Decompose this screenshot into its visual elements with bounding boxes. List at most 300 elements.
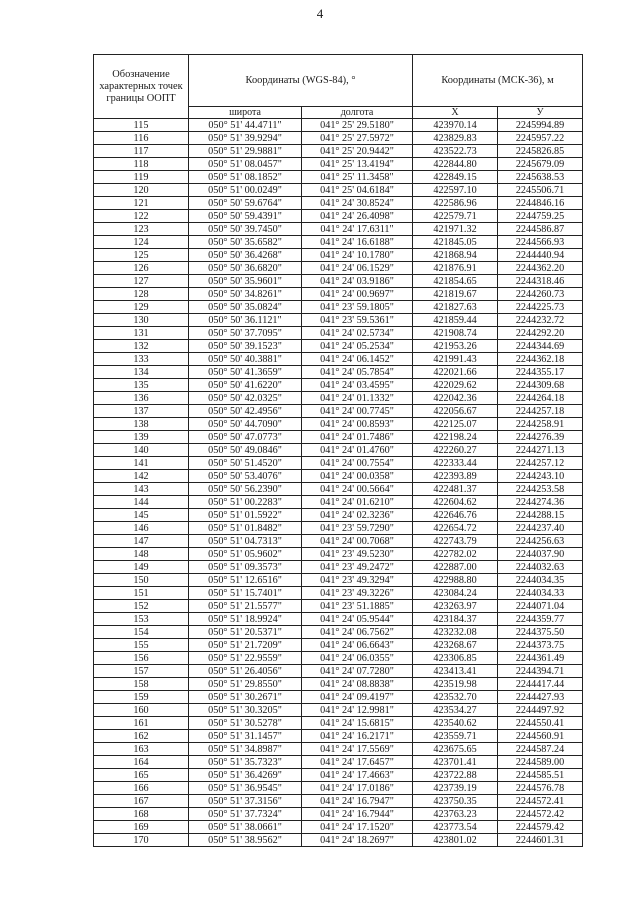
latitude-cell: 050° 50' 42.4956" — [189, 405, 302, 418]
point-number-cell: 150 — [94, 574, 189, 587]
header-y: У — [498, 107, 583, 119]
latitude-cell: 050° 51' 20.5371" — [189, 626, 302, 639]
y-coordinate-cell: 2244258.91 — [498, 418, 583, 431]
point-number-cell: 143 — [94, 483, 189, 496]
x-coordinate-cell: 422597.10 — [413, 184, 498, 197]
x-coordinate-cell: 423540.62 — [413, 717, 498, 730]
latitude-cell: 050° 51' 34.8987" — [189, 743, 302, 756]
y-coordinate-cell: 2244440.94 — [498, 249, 583, 262]
latitude-cell: 050° 51' 31.1457" — [189, 730, 302, 743]
point-number-cell: 147 — [94, 535, 189, 548]
y-coordinate-cell: 2244037.90 — [498, 548, 583, 561]
longitude-cell: 041° 25' 20.9442" — [302, 145, 413, 158]
table-row — [94, 626, 583, 639]
latitude-cell: 050° 51' 08.1852" — [189, 171, 302, 184]
longitude-cell: 041° 24' 12.9981" — [302, 704, 413, 717]
longitude-cell: 041° 24' 08.8838" — [302, 678, 413, 691]
point-number-cell: 130 — [94, 314, 189, 327]
x-coordinate-cell: 423675.65 — [413, 743, 498, 756]
y-coordinate-cell: 2244292.20 — [498, 327, 583, 340]
y-coordinate-cell: 2244361.49 — [498, 652, 583, 665]
x-coordinate-cell: 423532.70 — [413, 691, 498, 704]
latitude-cell: 050° 51' 00.2283" — [189, 496, 302, 509]
latitude-cell: 050° 51' 21.7209" — [189, 639, 302, 652]
y-coordinate-cell: 2245638.53 — [498, 171, 583, 184]
point-number-cell: 153 — [94, 613, 189, 626]
y-coordinate-cell: 2244585.51 — [498, 769, 583, 782]
x-coordinate-cell: 422333.44 — [413, 457, 498, 470]
latitude-cell: 050° 50' 37.7095" — [189, 327, 302, 340]
table-row — [94, 444, 583, 457]
longitude-cell: 041° 24' 17.6457" — [302, 756, 413, 769]
latitude-cell: 050° 51' 01.8482" — [189, 522, 302, 535]
latitude-cell: 050° 50' 35.9601" — [189, 275, 302, 288]
table-row — [94, 574, 583, 587]
longitude-cell: 041° 23' 51.1885" — [302, 600, 413, 613]
table-row — [94, 561, 583, 574]
x-coordinate-cell: 423413.41 — [413, 665, 498, 678]
point-number-cell: 121 — [94, 197, 189, 210]
longitude-cell: 041° 24' 00.0358" — [302, 470, 413, 483]
table-row — [94, 431, 583, 444]
latitude-cell: 050° 50' 35.0824" — [189, 301, 302, 314]
table-row — [94, 782, 583, 795]
longitude-cell: 041° 25' 04.6184" — [302, 184, 413, 197]
y-coordinate-cell: 2244256.63 — [498, 535, 583, 548]
table-row — [94, 548, 583, 561]
point-number-cell: 119 — [94, 171, 189, 184]
longitude-cell: 041° 25' 29.5180" — [302, 119, 413, 132]
longitude-cell: 041° 24' 10.1780" — [302, 249, 413, 262]
table-row — [94, 613, 583, 626]
point-number-cell: 167 — [94, 795, 189, 808]
y-coordinate-cell: 2244257.12 — [498, 457, 583, 470]
x-coordinate-cell: 422579.71 — [413, 210, 498, 223]
latitude-cell: 050° 50' 47.0773" — [189, 431, 302, 444]
y-coordinate-cell: 2244318.46 — [498, 275, 583, 288]
table-row — [94, 730, 583, 743]
y-coordinate-cell: 2244362.20 — [498, 262, 583, 275]
latitude-cell: 050° 51' 37.3156" — [189, 795, 302, 808]
longitude-cell: 041° 24' 09.4197" — [302, 691, 413, 704]
longitude-cell: 041° 23' 49.5230" — [302, 548, 413, 561]
table-row — [94, 509, 583, 522]
latitude-cell: 050° 50' 49.0846" — [189, 444, 302, 457]
latitude-cell: 050° 51' 21.5577" — [189, 600, 302, 613]
x-coordinate-cell: 423232.08 — [413, 626, 498, 639]
x-coordinate-cell: 423522.73 — [413, 145, 498, 158]
y-coordinate-cell: 2244601.31 — [498, 834, 583, 847]
longitude-cell: 041° 24' 15.6815" — [302, 717, 413, 730]
x-coordinate-cell: 421854.65 — [413, 275, 498, 288]
longitude-cell: 041° 24' 00.7745" — [302, 405, 413, 418]
longitude-cell: 041° 24' 26.4098" — [302, 210, 413, 223]
point-number-cell: 124 — [94, 236, 189, 249]
point-number-cell: 159 — [94, 691, 189, 704]
point-number-cell: 166 — [94, 782, 189, 795]
longitude-cell: 041° 24' 17.4663" — [302, 769, 413, 782]
x-coordinate-cell: 422042.36 — [413, 392, 498, 405]
longitude-cell: 041° 23' 49.2472" — [302, 561, 413, 574]
point-number-cell: 156 — [94, 652, 189, 665]
x-coordinate-cell: 423306.85 — [413, 652, 498, 665]
latitude-cell: 050° 50' 34.8261" — [189, 288, 302, 301]
table-row — [94, 353, 583, 366]
table-row — [94, 249, 583, 262]
point-number-cell: 132 — [94, 340, 189, 353]
x-coordinate-cell: 421876.91 — [413, 262, 498, 275]
point-number-cell: 117 — [94, 145, 189, 158]
longitude-cell: 041° 24' 06.1529" — [302, 262, 413, 275]
table-row — [94, 821, 583, 834]
table-row — [94, 717, 583, 730]
y-coordinate-cell: 2244264.18 — [498, 392, 583, 405]
latitude-cell: 050° 51' 38.0661" — [189, 821, 302, 834]
point-number-cell: 118 — [94, 158, 189, 171]
table-row — [94, 236, 583, 249]
longitude-cell: 041° 24' 06.7562" — [302, 626, 413, 639]
table-row — [94, 483, 583, 496]
y-coordinate-cell: 2244375.50 — [498, 626, 583, 639]
latitude-cell: 050° 51' 05.9602" — [189, 548, 302, 561]
point-number-cell: 126 — [94, 262, 189, 275]
latitude-cell: 050° 51' 12.6516" — [189, 574, 302, 587]
point-number-cell: 125 — [94, 249, 189, 262]
table-row — [94, 418, 583, 431]
longitude-cell: 041° 24' 02.5734" — [302, 327, 413, 340]
point-number-cell: 136 — [94, 392, 189, 405]
longitude-cell: 041° 24' 00.8593" — [302, 418, 413, 431]
point-number-cell: 163 — [94, 743, 189, 756]
y-coordinate-cell: 2244846.16 — [498, 197, 583, 210]
x-coordinate-cell: 423184.37 — [413, 613, 498, 626]
latitude-cell: 050° 51' 18.9924" — [189, 613, 302, 626]
y-coordinate-cell: 2245679.09 — [498, 158, 583, 171]
latitude-cell: 050° 50' 36.4268" — [189, 249, 302, 262]
point-number-cell: 120 — [94, 184, 189, 197]
latitude-cell: 050° 50' 44.7090" — [189, 418, 302, 431]
table-row — [94, 691, 583, 704]
latitude-cell: 050° 51' 26.4056" — [189, 665, 302, 678]
longitude-cell: 041° 23' 49.3294" — [302, 574, 413, 587]
header-latitude: широта — [189, 107, 302, 119]
header-wgs84: Координаты (WGS-84), ° — [189, 55, 413, 107]
x-coordinate-cell: 422021.66 — [413, 366, 498, 379]
table-row — [94, 210, 583, 223]
x-coordinate-cell: 422604.62 — [413, 496, 498, 509]
point-number-cell: 168 — [94, 808, 189, 821]
x-coordinate-cell: 421868.94 — [413, 249, 498, 262]
longitude-cell: 041° 24' 16.6188" — [302, 236, 413, 249]
latitude-cell: 050° 51' 30.2671" — [189, 691, 302, 704]
longitude-cell: 041° 24' 01.7486" — [302, 431, 413, 444]
point-number-cell: 144 — [94, 496, 189, 509]
y-coordinate-cell: 2244344.69 — [498, 340, 583, 353]
table-row — [94, 184, 583, 197]
latitude-cell: 050° 50' 59.6764" — [189, 197, 302, 210]
latitude-cell: 050° 51' 22.9559" — [189, 652, 302, 665]
table-row — [94, 145, 583, 158]
point-number-cell: 139 — [94, 431, 189, 444]
y-coordinate-cell: 2244034.33 — [498, 587, 583, 600]
point-number-cell: 137 — [94, 405, 189, 418]
latitude-cell: 050° 50' 41.6220" — [189, 379, 302, 392]
table-row — [94, 119, 583, 132]
y-coordinate-cell: 2244257.18 — [498, 405, 583, 418]
longitude-cell: 041° 24' 00.7068" — [302, 535, 413, 548]
x-coordinate-cell: 423773.54 — [413, 821, 498, 834]
latitude-cell: 050° 50' 53.4076" — [189, 470, 302, 483]
latitude-cell: 050° 51' 36.9545" — [189, 782, 302, 795]
x-coordinate-cell: 423268.67 — [413, 639, 498, 652]
latitude-cell: 050° 51' 29.9881" — [189, 145, 302, 158]
x-coordinate-cell: 421845.05 — [413, 236, 498, 249]
y-coordinate-cell: 2244427.93 — [498, 691, 583, 704]
table-row — [94, 366, 583, 379]
x-coordinate-cell: 422481.37 — [413, 483, 498, 496]
x-coordinate-cell: 423701.41 — [413, 756, 498, 769]
y-coordinate-cell: 2244417.44 — [498, 678, 583, 691]
y-coordinate-cell: 2244759.25 — [498, 210, 583, 223]
point-number-cell: 141 — [94, 457, 189, 470]
table-row — [94, 171, 583, 184]
longitude-cell: 041° 24' 00.7554" — [302, 457, 413, 470]
longitude-cell: 041° 24' 30.8524" — [302, 197, 413, 210]
table-row — [94, 834, 583, 847]
point-number-cell: 162 — [94, 730, 189, 743]
point-number-cell: 161 — [94, 717, 189, 730]
y-coordinate-cell: 2244572.42 — [498, 808, 583, 821]
table-row — [94, 756, 583, 769]
table-header — [94, 55, 583, 119]
x-coordinate-cell: 423763.23 — [413, 808, 498, 821]
x-coordinate-cell: 422586.96 — [413, 197, 498, 210]
table-row — [94, 132, 583, 145]
x-coordinate-cell: 421859.44 — [413, 314, 498, 327]
point-number-cell: 128 — [94, 288, 189, 301]
x-coordinate-cell: 423559.71 — [413, 730, 498, 743]
x-coordinate-cell: 423534.27 — [413, 704, 498, 717]
point-number-cell: 164 — [94, 756, 189, 769]
x-coordinate-cell: 423739.19 — [413, 782, 498, 795]
table-row — [94, 639, 583, 652]
y-coordinate-cell: 2244586.87 — [498, 223, 583, 236]
latitude-cell: 050° 50' 51.4520" — [189, 457, 302, 470]
y-coordinate-cell: 2244497.92 — [498, 704, 583, 717]
point-number-cell: 154 — [94, 626, 189, 639]
x-coordinate-cell: 422125.07 — [413, 418, 498, 431]
longitude-cell: 041° 24' 00.9697" — [302, 288, 413, 301]
y-coordinate-cell: 2244589.00 — [498, 756, 583, 769]
point-number-cell: 146 — [94, 522, 189, 535]
latitude-cell: 050° 51' 09.3573" — [189, 561, 302, 574]
y-coordinate-cell: 2244373.75 — [498, 639, 583, 652]
table-row — [94, 587, 583, 600]
table-row — [94, 275, 583, 288]
longitude-cell: 041° 23' 59.1805" — [302, 301, 413, 314]
point-number-cell: 122 — [94, 210, 189, 223]
table-row — [94, 496, 583, 509]
y-coordinate-cell: 2245506.71 — [498, 184, 583, 197]
y-coordinate-cell: 2244225.73 — [498, 301, 583, 314]
longitude-cell: 041° 24' 16.7944" — [302, 808, 413, 821]
y-coordinate-cell: 2244587.24 — [498, 743, 583, 756]
longitude-cell: 041° 24' 02.3236" — [302, 509, 413, 522]
x-coordinate-cell: 422198.24 — [413, 431, 498, 444]
y-coordinate-cell: 2244576.78 — [498, 782, 583, 795]
table-body — [94, 119, 583, 847]
y-coordinate-cell: 2244237.40 — [498, 522, 583, 535]
latitude-cell: 050° 51' 30.3205" — [189, 704, 302, 717]
point-number-cell: 169 — [94, 821, 189, 834]
latitude-cell: 050° 50' 41.3659" — [189, 366, 302, 379]
x-coordinate-cell: 422646.76 — [413, 509, 498, 522]
longitude-cell: 041° 24' 07.7280" — [302, 665, 413, 678]
point-number-cell: 151 — [94, 587, 189, 600]
table-row — [94, 158, 583, 171]
longitude-cell: 041° 23' 59.7290" — [302, 522, 413, 535]
latitude-cell: 050° 50' 35.6582" — [189, 236, 302, 249]
latitude-cell: 050° 51' 15.7401" — [189, 587, 302, 600]
point-number-cell: 116 — [94, 132, 189, 145]
table-row — [94, 340, 583, 353]
latitude-cell: 050° 50' 39.1523" — [189, 340, 302, 353]
point-number-cell: 127 — [94, 275, 189, 288]
table-row — [94, 379, 583, 392]
longitude-cell: 041° 24' 01.1332" — [302, 392, 413, 405]
point-number-cell: 160 — [94, 704, 189, 717]
latitude-cell: 050° 50' 36.1121" — [189, 314, 302, 327]
point-number-cell: 152 — [94, 600, 189, 613]
latitude-cell: 050° 51' 04.7313" — [189, 535, 302, 548]
x-coordinate-cell: 422743.79 — [413, 535, 498, 548]
x-coordinate-cell: 423263.97 — [413, 600, 498, 613]
latitude-cell: 050° 51' 29.8550" — [189, 678, 302, 691]
longitude-cell: 041° 24' 00.5664" — [302, 483, 413, 496]
latitude-cell: 050° 50' 42.0325" — [189, 392, 302, 405]
y-coordinate-cell: 2244288.15 — [498, 509, 583, 522]
longitude-cell: 041° 24' 06.0355" — [302, 652, 413, 665]
header-msk36: Координаты (МСК-36), м — [413, 55, 583, 107]
longitude-cell: 041° 24' 05.2534" — [302, 340, 413, 353]
point-number-cell: 138 — [94, 418, 189, 431]
table-row — [94, 665, 583, 678]
latitude-cell: 050° 51' 30.5278" — [189, 717, 302, 730]
table-row — [94, 197, 583, 210]
y-coordinate-cell: 2244359.77 — [498, 613, 583, 626]
y-coordinate-cell: 2244550.41 — [498, 717, 583, 730]
longitude-cell: 041° 24' 05.7854" — [302, 366, 413, 379]
latitude-cell: 050° 50' 39.7450" — [189, 223, 302, 236]
longitude-cell: 041° 24' 03.4595" — [302, 379, 413, 392]
longitude-cell: 041° 24' 01.6210" — [302, 496, 413, 509]
longitude-cell: 041° 24' 17.1520" — [302, 821, 413, 834]
latitude-cell: 050° 51' 38.9562" — [189, 834, 302, 847]
longitude-cell: 041° 24' 17.0186" — [302, 782, 413, 795]
point-number-cell: 134 — [94, 366, 189, 379]
x-coordinate-cell: 422988.80 — [413, 574, 498, 587]
point-number-cell: 158 — [94, 678, 189, 691]
point-number-cell: 165 — [94, 769, 189, 782]
x-coordinate-cell: 423519.98 — [413, 678, 498, 691]
longitude-cell: 041° 24' 06.6643" — [302, 639, 413, 652]
y-coordinate-cell: 2245957.22 — [498, 132, 583, 145]
longitude-cell: 041° 24' 18.2697" — [302, 834, 413, 847]
point-number-cell: 123 — [94, 223, 189, 236]
table-row — [94, 327, 583, 340]
x-coordinate-cell: 422393.89 — [413, 470, 498, 483]
table-row — [94, 288, 583, 301]
point-number-cell: 129 — [94, 301, 189, 314]
x-coordinate-cell: 423801.02 — [413, 834, 498, 847]
point-number-cell: 115 — [94, 119, 189, 132]
longitude-cell: 041° 23' 49.3226" — [302, 587, 413, 600]
y-coordinate-cell: 2244394.71 — [498, 665, 583, 678]
longitude-cell: 041° 24' 01.4760" — [302, 444, 413, 457]
header-point-designation: Обозначение характерных точек границы ООПТ — [94, 55, 189, 119]
y-coordinate-cell: 2244243.10 — [498, 470, 583, 483]
latitude-cell: 050° 51' 44.4711" — [189, 119, 302, 132]
latitude-cell: 050° 51' 08.0457" — [189, 158, 302, 171]
x-coordinate-cell: 422849.15 — [413, 171, 498, 184]
table-row — [94, 769, 583, 782]
x-coordinate-cell: 421971.32 — [413, 223, 498, 236]
y-coordinate-cell: 2244572.41 — [498, 795, 583, 808]
table-row — [94, 522, 583, 535]
table-row — [94, 314, 583, 327]
y-coordinate-cell: 2244260.73 — [498, 288, 583, 301]
latitude-cell: 050° 51' 01.5922" — [189, 509, 302, 522]
longitude-cell: 041° 24' 06.1452" — [302, 353, 413, 366]
y-coordinate-cell: 2244034.35 — [498, 574, 583, 587]
point-number-cell: 140 — [94, 444, 189, 457]
point-number-cell: 148 — [94, 548, 189, 561]
latitude-cell: 050° 51' 37.7324" — [189, 808, 302, 821]
x-coordinate-cell: 422887.00 — [413, 561, 498, 574]
x-coordinate-cell: 422260.27 — [413, 444, 498, 457]
y-coordinate-cell: 2244566.93 — [498, 236, 583, 249]
table-row — [94, 223, 583, 236]
latitude-cell: 050° 50' 36.6820" — [189, 262, 302, 275]
x-coordinate-cell: 421991.43 — [413, 353, 498, 366]
longitude-cell: 041° 25' 27.5972" — [302, 132, 413, 145]
point-number-cell: 135 — [94, 379, 189, 392]
table-row — [94, 743, 583, 756]
header-x: X — [413, 107, 498, 119]
point-number-cell: 131 — [94, 327, 189, 340]
table-row — [94, 392, 583, 405]
latitude-cell: 050° 50' 56.2390" — [189, 483, 302, 496]
longitude-cell: 041° 25' 11.3458" — [302, 171, 413, 184]
x-coordinate-cell: 421819.67 — [413, 288, 498, 301]
page-number: 4 — [316, 6, 324, 21]
x-coordinate-cell: 421908.74 — [413, 327, 498, 340]
table-row — [94, 457, 583, 470]
y-coordinate-cell: 2244355.17 — [498, 366, 583, 379]
latitude-cell: 050° 50' 59.4391" — [189, 210, 302, 223]
x-coordinate-cell: 423084.24 — [413, 587, 498, 600]
y-coordinate-cell: 2244276.39 — [498, 431, 583, 444]
x-coordinate-cell: 423750.35 — [413, 795, 498, 808]
point-number-cell: 149 — [94, 561, 189, 574]
x-coordinate-cell: 423829.83 — [413, 132, 498, 145]
point-number-cell: 155 — [94, 639, 189, 652]
point-number-cell: 142 — [94, 470, 189, 483]
y-coordinate-cell: 2244274.36 — [498, 496, 583, 509]
y-coordinate-cell: 2245994.89 — [498, 119, 583, 132]
table-row — [94, 652, 583, 665]
latitude-cell: 050° 51' 35.7323" — [189, 756, 302, 769]
